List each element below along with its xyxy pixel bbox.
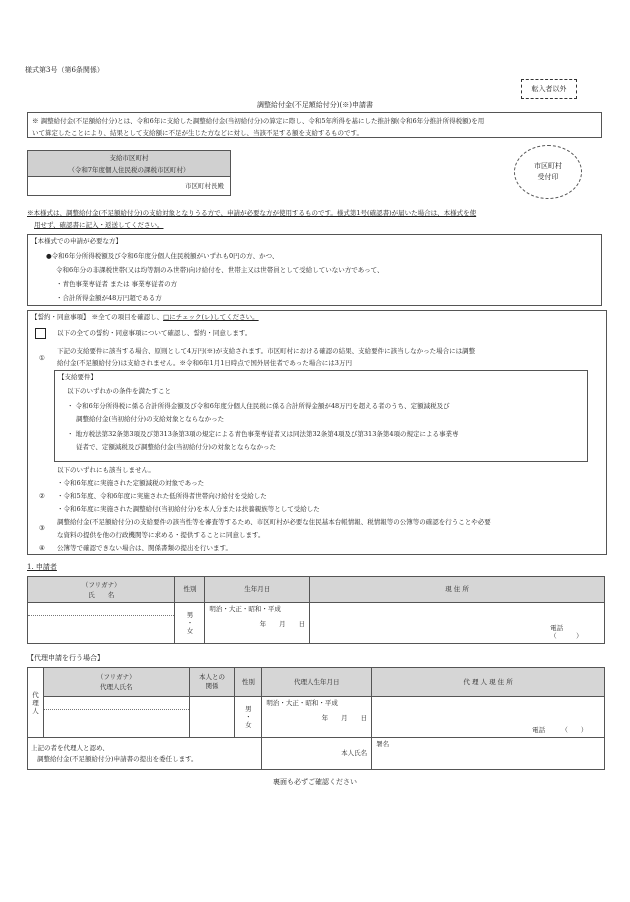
- consent-heading-a: 【誓約・同意事項】 ※全ての項目を確認し、: [31, 313, 164, 321]
- item2-line1: 以下のいずれにも該当しません。: [57, 466, 155, 474]
- consent-checkbox[interactable]: [35, 328, 46, 339]
- payment-requirement-heading: 【支給要件】: [58, 373, 97, 381]
- item2-line2: ・令和6年度に実施された定額減税の対象であった: [57, 479, 205, 487]
- payment-requirement-line1: 以下のいずれかの条件を満たすこと: [67, 387, 171, 395]
- agent-furigana-label: （フリガナ）: [96, 673, 136, 681]
- consent-heading-b: □にチェック(レ)してください。: [163, 313, 259, 321]
- footer-notice: 裏面も必ずご確認ください: [273, 778, 357, 786]
- definition-note-line1: ※ 調整給付金(不足額給付分)とは、令和6年に支給した調整給付金(当初給付分)の算定に際し、令和5年所得を基にした推計額(令和6年分推計所得税額)を用: [32, 117, 485, 125]
- delegation-line2: 調整給付金(不足額給付分)申請書の提出を委任します。: [37, 754, 198, 763]
- mayor-addressee: 市区町村長殿: [185, 182, 224, 190]
- usage-notice-line2: 用せず、確認書に記入・返送してください。: [34, 221, 164, 229]
- municipality-head-line2: （令和7年度個人住民税の課税市区町村）: [68, 166, 190, 174]
- agent-ymd: 年 月 日: [321, 714, 368, 723]
- eligibility-line1: ●令和6年分所得税額及び令和6年度分個人住民税額がいずれも0円の方、かつ、: [46, 252, 279, 260]
- payment-requirement-box: [54, 370, 588, 462]
- seal-line2: 受付印: [537, 173, 559, 181]
- agent-phone[interactable]: 電話 （ ）: [532, 725, 588, 734]
- agent-relation-field[interactable]: [189, 697, 235, 738]
- consent-section: [27, 310, 607, 555]
- signature-label: 署名: [376, 740, 390, 748]
- eligibility-line2: 令和6年分の非課税世帯(又は均等割のみ世帯)向け給付を、世帯主又は世帯員として受給していない方であって、: [56, 266, 384, 274]
- gender-male[interactable]: 男: [186, 611, 194, 619]
- item1-line2: 給付金(不足額給付分)は支給されません。※令和6年1月1日時点で国外居住者であった場合には3万円: [57, 359, 352, 367]
- item-number-2: ②: [39, 492, 45, 500]
- usage-notice: [27, 207, 607, 231]
- consent-check-label: 以下の全ての誓約・同意事項について確認し、誓約・同意します。: [57, 329, 252, 337]
- eligibility-box: [27, 234, 602, 306]
- payment-requirement-line2: ・ 令和6年分所得税に係る合計所得金額及び令和6年度分個人住民税に係る合計所得金額が48万円を超える者のうち、定額減税及び: [67, 402, 450, 410]
- applicant-name-input[interactable]: [28, 616, 174, 643]
- principal-name-label: 本人氏名: [262, 738, 372, 770]
- item1-line1: 下記の支給要件に該当する場合、原則として4万円(※)が支給されます。市区町村における確認の結果、支給要件に該当しなかった場合には調整: [57, 347, 476, 355]
- applicant-birthdate-field[interactable]: [205, 603, 310, 644]
- eligibility-line4: ・合計所得金額が48万円超である方: [56, 294, 162, 302]
- usage-notice-line1: ※本様式は、調整給付金(不足額給付分)の支給対象となりうる方で、申請が必要な方が使用するものです。様式第1号(確認書)が届いた場合は、本様式を使: [27, 209, 477, 217]
- applicant-phone[interactable]: 電話 （ ）: [550, 623, 583, 640]
- item3-line2: な資料の提供を他の行政機関等に求める・提供することに同意します。: [57, 531, 265, 539]
- non-transferee-label: 転入者以外: [521, 79, 577, 99]
- reception-seal-area: [514, 145, 582, 199]
- gender-female[interactable]: 女: [186, 627, 194, 635]
- form-title: 調整給付金(不足額給付分)(※)申請書: [257, 101, 373, 109]
- item-number-4: ④: [39, 544, 45, 552]
- eligibility-line3: ・青色事業専従者 または 事業専従者の方: [56, 280, 178, 288]
- item4-line1: 公簿等で確認できない場合は、関係書類の提出を行います。: [57, 544, 232, 552]
- agent-gender-separator: ・: [245, 713, 252, 721]
- item-number-3: ③: [39, 524, 45, 532]
- municipality-box: [27, 150, 231, 196]
- form-number: 様式第3号（第6条関係）: [25, 66, 104, 74]
- consent-heading: [31, 313, 259, 321]
- municipality-head-line1: 支給市区町村: [109, 154, 149, 162]
- payment-requirement-line5: 従者で、定額減税及び調整給付金(当初給付分)の対象とならなかった: [76, 443, 276, 451]
- applicant-table: [27, 576, 605, 644]
- agent-birthdate-header: 代理人生年月日: [262, 668, 372, 697]
- agent-relation-header: [189, 668, 235, 697]
- agent-gender-female[interactable]: 女: [245, 721, 252, 729]
- agent-relation-line1: 本人との: [199, 673, 225, 681]
- applicant-name-label: 氏 名: [88, 590, 115, 599]
- delegation-statement: [28, 738, 262, 770]
- applicant-furigana-label: （フリガナ）: [81, 580, 121, 589]
- agent-name-field[interactable]: [43, 697, 189, 738]
- agent-name-input[interactable]: [44, 710, 189, 737]
- agent-gender-field[interactable]: [235, 697, 262, 738]
- applicant-gender-header: 性別: [175, 577, 205, 603]
- agent-era-options[interactable]: 明治・大正・昭和・平成: [266, 699, 338, 707]
- agent-relation-line2: 関係: [205, 682, 219, 690]
- agent-table: [27, 667, 605, 770]
- agent-furigana-field[interactable]: [44, 697, 189, 710]
- item2-line4: ・令和6年度に実施された調整給付(当初給付分)を本人分または扶養親族等として受給した: [57, 505, 320, 513]
- principal-signature-field[interactable]: [372, 738, 605, 770]
- applicant-name-header: [28, 577, 175, 603]
- agent-side-label: 代理人: [28, 668, 44, 738]
- applicant-era-options[interactable]: 明治・大正・昭和・平成: [209, 605, 281, 613]
- agent-name-label: 代理人氏名: [100, 683, 133, 691]
- gender-separator: ・: [186, 619, 194, 627]
- item2-line3: ・令和5年度、令和6年度に実施された低所得者世帯向け給付を受給した: [57, 492, 267, 500]
- agent-address-header: 代 理 人 現 住 所: [372, 668, 605, 697]
- municipality-header: [28, 151, 230, 177]
- seal-line1: 市区町村: [534, 162, 562, 170]
- item3-line1: 調整給付金(不足額給付分)の支給要件の該当性等を審査等するため、市区町村が必要な住民基本台帳情報、税情報等の公簿等の確認を行うことや必要: [57, 518, 491, 526]
- applicant-address-header: 現 住 所: [310, 577, 605, 603]
- agent-birthdate-field[interactable]: [262, 697, 372, 738]
- agent-name-header: [43, 668, 189, 697]
- applicant-ymd: 年 月 日: [259, 620, 306, 629]
- agent-gender-male[interactable]: 男: [245, 705, 252, 713]
- applicant-birthdate-header: 生年月日: [205, 577, 310, 603]
- payment-requirement-line3: 調整給付金(当初給付分)の支給対象とならなかった: [76, 415, 225, 423]
- agent-address-field[interactable]: [372, 697, 605, 738]
- applicant-gender-field[interactable]: [175, 603, 205, 644]
- definition-note-line2: いて算定したことにより、結果として支給額に不足が生じた方などに対し、当該不足する額を支給するものです。: [32, 129, 363, 137]
- applicant-furigana-field[interactable]: [28, 603, 174, 616]
- agent-gender-header: 性別: [235, 668, 262, 697]
- delegation-line1: 上記の者を代理人と認め、: [31, 743, 109, 752]
- applicant-section-label: 1. 申請者: [27, 563, 57, 571]
- applicant-address-field[interactable]: [310, 603, 605, 644]
- payment-requirement-line4: ・ 地方税法第32条第3項及び第313条第3項の規定による青色事業専従者又は同法第32条第4項及び第313条第4項の規定による事業専: [67, 430, 459, 438]
- applicant-name-field[interactable]: [28, 603, 175, 644]
- item-number-1: ①: [39, 354, 45, 362]
- agent-section-label: 【代理申請を行う場合】: [27, 654, 104, 662]
- eligibility-heading: 【本様式での申請が必要な方】: [31, 237, 122, 245]
- definition-note: [27, 112, 602, 138]
